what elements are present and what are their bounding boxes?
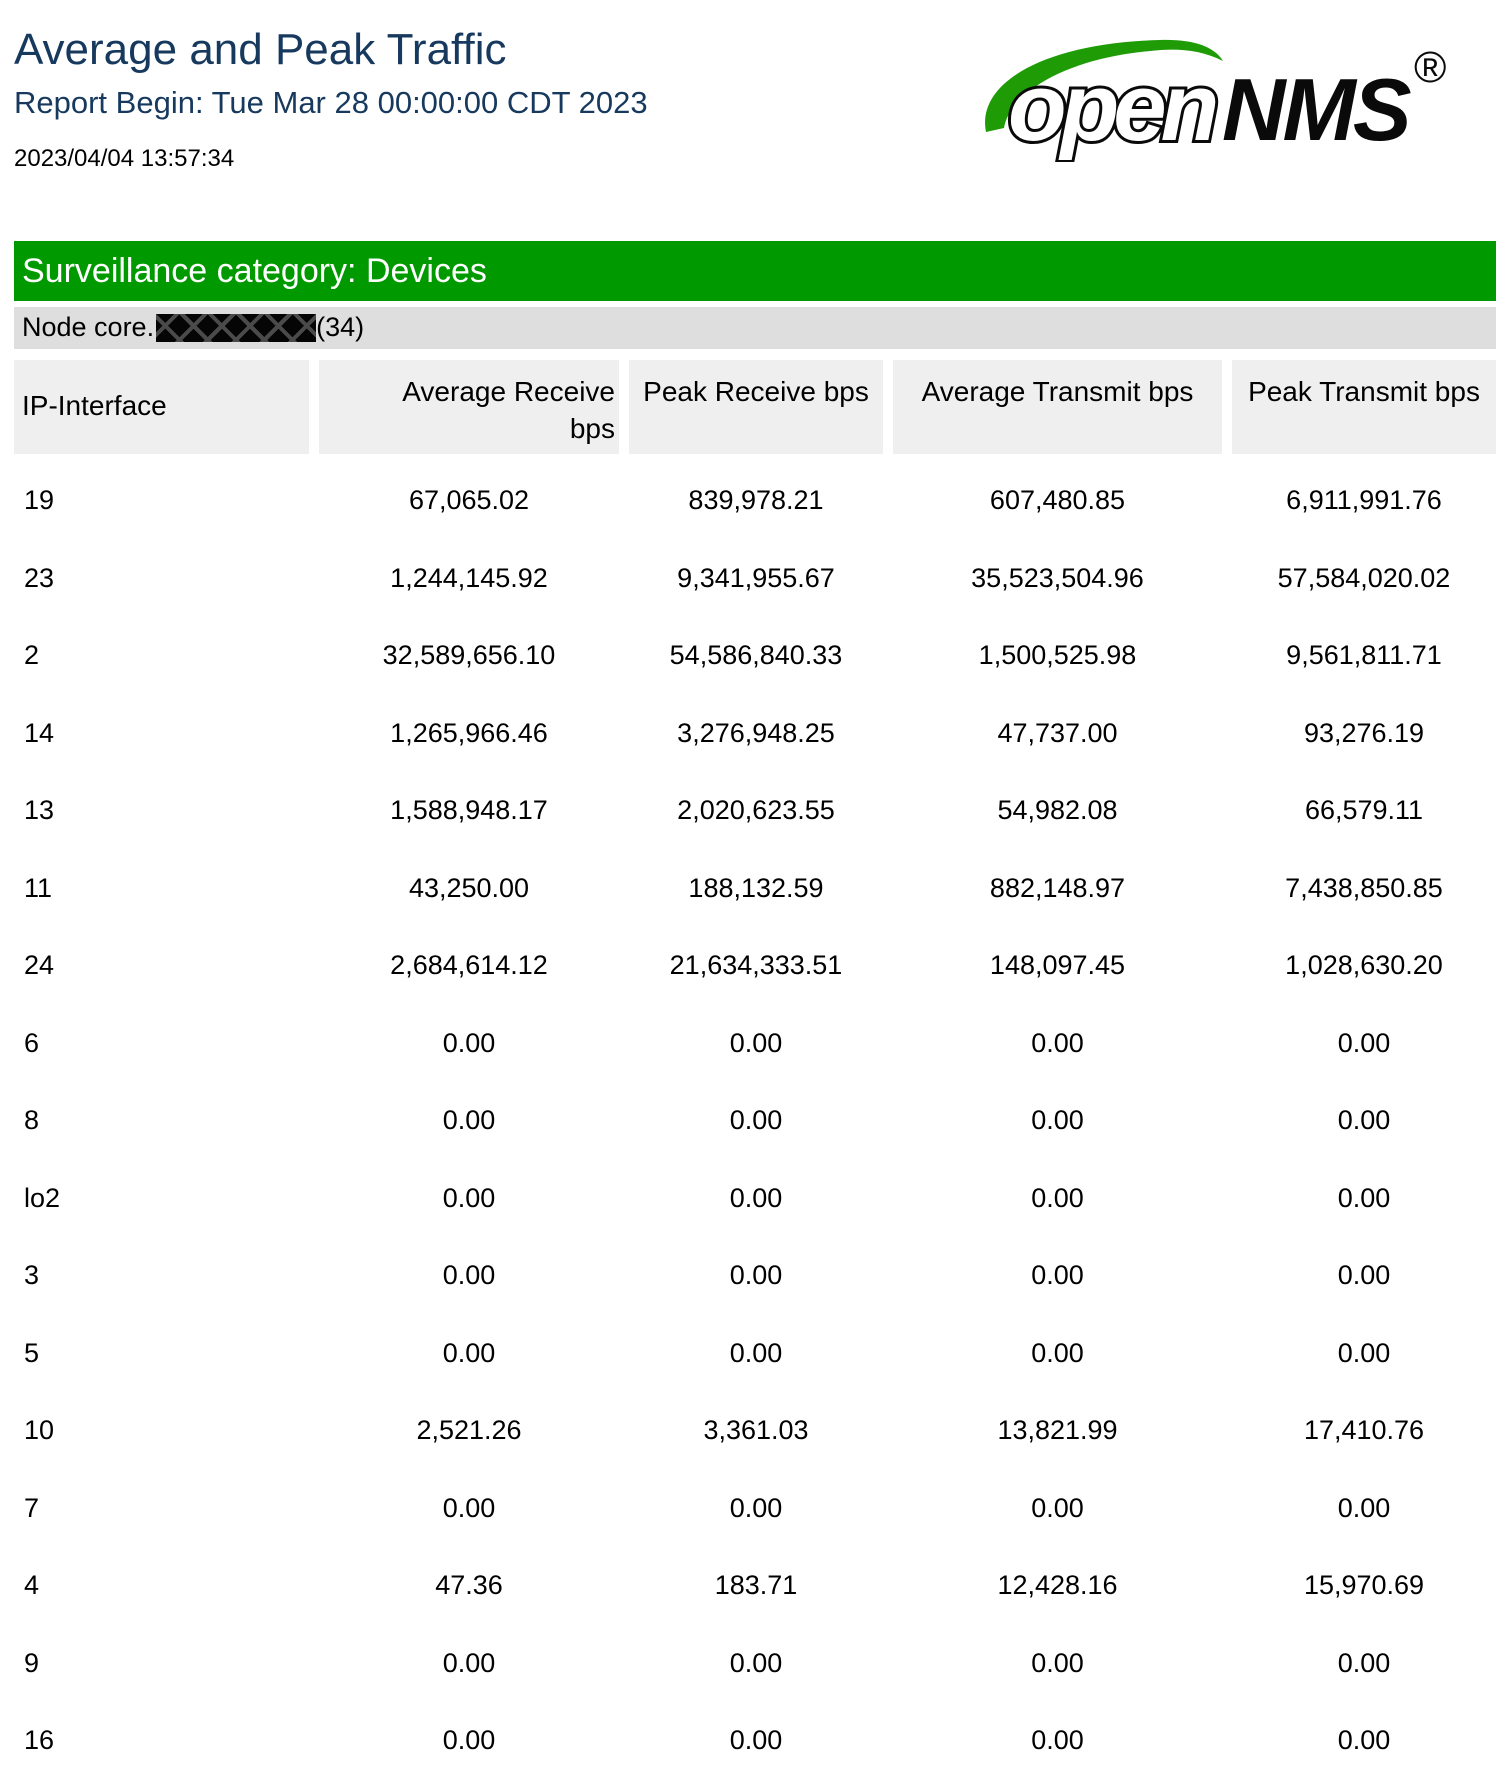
value-cell: 0.00	[1337, 1027, 1391, 1058]
value-cell: 9,561,811.71	[1286, 640, 1442, 671]
interface-cell: 2	[24, 640, 40, 671]
value-cell: 32,589,656.10	[382, 640, 556, 671]
column-header-label: Average Receive bps	[402, 375, 615, 444]
node-name-prefix: Node core.	[22, 312, 155, 343]
value-cell: 7,438,850.85	[1285, 872, 1443, 903]
value-cell: 0.00	[1031, 1647, 1084, 1678]
value-cell: 0.00	[1031, 1105, 1084, 1136]
value-cell: 1,588,948.17	[390, 795, 548, 826]
value-cell: 0.00	[1031, 1725, 1084, 1756]
column-header-average-transmit: Average Transmit bps	[893, 360, 1222, 454]
value-cell: 0.00	[1337, 1105, 1391, 1136]
value-cell: 0.00	[1031, 1337, 1084, 1368]
column-header-ip-interface: IP-Interface	[14, 360, 309, 454]
report-begin-subtitle: Report Begin: Tue Mar 28 00:00:00 CDT 2023	[14, 84, 648, 120]
value-cell: 0.00	[1337, 1725, 1391, 1756]
value-cell: 21,634,333.51	[669, 950, 843, 981]
value-cell: 6,911,991.76	[1286, 485, 1442, 516]
table-row	[14, 1314, 1496, 1392]
table-row	[14, 1624, 1496, 1702]
value-cell: 35,523,504.96	[971, 562, 1144, 593]
table-row	[14, 849, 1496, 927]
table-row	[14, 617, 1496, 695]
value-cell: 3,276,948.25	[677, 717, 835, 748]
opennms-logo	[978, 36, 1452, 162]
report-generated-timestamp: 2023/04/04 13:57:34	[14, 144, 235, 172]
value-cell: 0.00	[729, 1105, 783, 1136]
value-cell: 12,428.16	[997, 1570, 1118, 1601]
value-cell: 0.00	[442, 1492, 496, 1523]
interface-cell: 14	[24, 717, 55, 748]
value-cell: 0.00	[1031, 1182, 1084, 1213]
table-rows	[14, 462, 1496, 1772]
value-cell: 0.00	[1337, 1182, 1391, 1213]
interface-cell: 10	[24, 1415, 55, 1446]
value-cell: 607,480.85	[989, 485, 1126, 516]
interface-cell: 16	[24, 1725, 55, 1756]
table-row	[14, 1237, 1496, 1315]
column-header-peak-receive: Peak Receive bps	[629, 360, 883, 454]
value-cell: 0.00	[729, 1492, 783, 1523]
value-cell: 0.00	[729, 1725, 783, 1756]
value-cell: 0.00	[1337, 1260, 1391, 1291]
table-row	[14, 462, 1496, 540]
interface-cell: 19	[24, 485, 55, 516]
page-title: Average and Peak Traffic	[14, 25, 507, 74]
value-cell: 54,586,840.33	[669, 640, 843, 671]
table-row	[14, 1392, 1496, 1470]
interface-cell: 11	[24, 872, 53, 903]
value-cell: 148,097.45	[989, 950, 1126, 981]
value-cell: 882,148.97	[989, 872, 1126, 903]
table-row	[14, 539, 1496, 617]
logo-registered-icon: ®	[1414, 43, 1447, 92]
value-cell: 0.00	[729, 1260, 783, 1291]
interface-cell: 5	[24, 1337, 40, 1368]
value-cell: 57,584,020.02	[1277, 562, 1451, 593]
table-row	[14, 1469, 1496, 1547]
value-cell: 1,028,630.20	[1285, 950, 1443, 981]
column-header-peak-transmit: Peak Transmit bps	[1232, 360, 1496, 454]
interface-cell: 24	[24, 950, 55, 981]
value-cell: 0.00	[442, 1182, 496, 1213]
value-cell: 0.00	[442, 1105, 496, 1136]
surveillance-category-banner: Surveillance category: Devices	[14, 241, 1496, 301]
value-cell: 3,361.03	[703, 1415, 809, 1446]
table-row	[14, 772, 1496, 850]
interface-cell: 7	[24, 1492, 40, 1523]
value-cell: 0.00	[1337, 1337, 1391, 1368]
value-cell: 0.00	[729, 1647, 783, 1678]
value-cell: 15,970.69	[1303, 1570, 1425, 1601]
value-cell: 0.00	[1031, 1260, 1084, 1291]
value-cell: 1,244,145.92	[390, 562, 548, 593]
value-cell: 1,500,525.98	[978, 640, 1137, 671]
node-interface-count: (34)	[316, 312, 365, 343]
value-cell: 0.00	[1031, 1027, 1084, 1058]
value-cell: 0.00	[442, 1027, 496, 1058]
value-cell: 0.00	[442, 1337, 496, 1368]
table-row	[14, 1004, 1496, 1082]
value-cell: 2,521.26	[416, 1415, 522, 1446]
value-cell: 839,978.21	[688, 485, 824, 516]
value-cell: 17,410.76	[1303, 1415, 1425, 1446]
value-cell: 2,684,614.12	[390, 950, 548, 981]
table-row	[14, 927, 1496, 1005]
value-cell: 9,341,955.67	[677, 562, 835, 593]
logo-nms-text: NMS	[1222, 60, 1409, 159]
value-cell: 43,250.00	[408, 872, 530, 903]
report-page	[0, 24, 1510, 1772]
value-cell: 0.00	[1031, 1492, 1084, 1523]
value-cell: 93,276.19	[1303, 717, 1425, 748]
value-cell: 1,265,966.46	[390, 717, 548, 748]
value-cell: 0.00	[1337, 1492, 1391, 1523]
value-cell: 0.00	[442, 1260, 496, 1291]
value-cell: 0.00	[1337, 1647, 1391, 1678]
interface-cell: 3	[24, 1260, 40, 1291]
logo-open-text: open	[1008, 54, 1214, 161]
interface-cell: 4	[24, 1570, 40, 1601]
value-cell: 0.00	[442, 1725, 496, 1756]
interface-cell: lo2	[24, 1182, 61, 1213]
table-row	[14, 1702, 1496, 1772]
interface-cell: 23	[24, 562, 55, 593]
redacted-node-name	[156, 314, 316, 342]
interface-cell: 13	[24, 795, 55, 826]
value-cell: 67,065.02	[408, 485, 530, 516]
value-cell: 47.36	[435, 1570, 503, 1601]
table-row	[14, 694, 1496, 772]
node-row	[14, 307, 1496, 349]
interface-cell: 6	[24, 1027, 40, 1058]
interface-cell: 8	[24, 1105, 40, 1136]
table-row	[14, 1547, 1496, 1625]
table-row	[14, 1159, 1496, 1237]
table-row	[14, 1082, 1496, 1160]
value-cell: 0.00	[729, 1027, 783, 1058]
value-cell: 66,579.11	[1304, 795, 1424, 826]
value-cell: 13,821.99	[997, 1415, 1118, 1446]
value-cell: 0.00	[729, 1337, 783, 1368]
column-header-average-receive	[319, 360, 619, 454]
value-cell: 0.00	[729, 1182, 783, 1213]
value-cell: 47,737.00	[997, 717, 1118, 748]
interface-cell: 9	[24, 1647, 40, 1678]
value-cell: 188,132.59	[688, 872, 824, 903]
value-cell: 54,982.08	[997, 795, 1118, 826]
value-cell: 183.71	[714, 1570, 798, 1601]
value-cell: 2,020,623.55	[677, 795, 835, 826]
table-header	[14, 360, 1496, 454]
value-cell: 0.00	[442, 1647, 496, 1678]
